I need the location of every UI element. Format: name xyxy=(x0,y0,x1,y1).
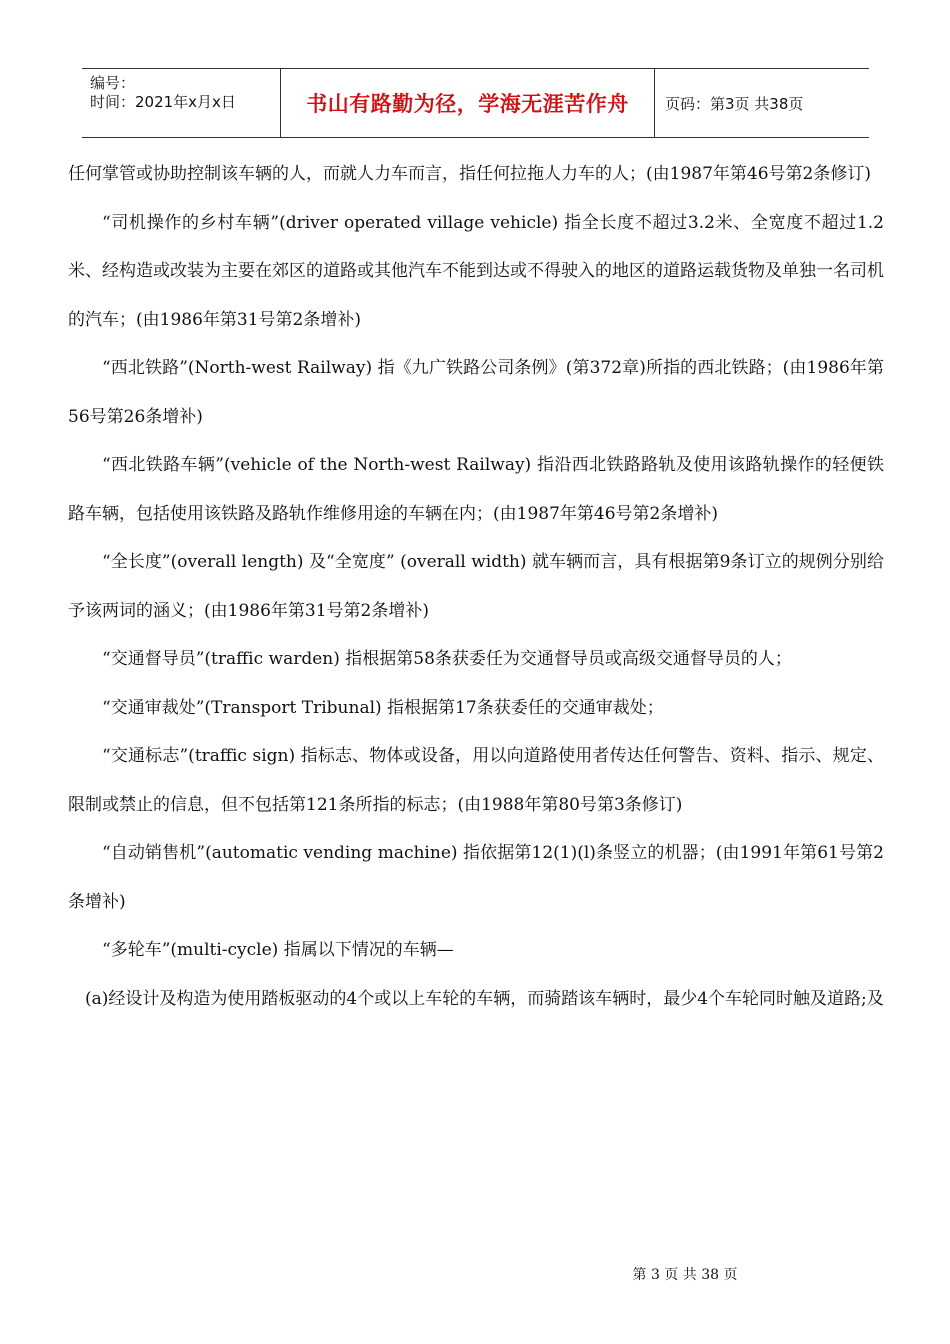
paragraph-9: “自动销售机”(automatic vending machine) 指依据第12(1)(l)条竖立的机器；(由1991年第61号第2条增补) xyxy=(68,843,884,912)
paragraph-4: “西北铁路车辆”(vehicle of the North-west Railway) 指沿西北铁路路轨及使用该路轨操作的轻便铁路车辆，包括使用该铁路及路轨作维修用途的车辆在内；(由1987年第46号第2条增补) xyxy=(68,455,884,524)
header-meta xyxy=(82,69,280,137)
paragraph-8: “交通标志”(traffic sign) 指标志、物体或设备，用以向道路使用者传达任何警告、资料、指示、规定、限制或禁止的信息，但不包括第121条所指的标志；(由1988年第80号第3条修订) xyxy=(68,746,884,815)
page-header xyxy=(82,68,869,138)
paragraph-1: 任何掌管或协助控制该车辆的人，而就人力车而言，指任何拉拖人力车的人；(由1987年第46号第2条修订) xyxy=(68,164,871,184)
paragraph-10: “多轮车”(multi-cycle) 指属以下情况的车辆— xyxy=(102,940,454,960)
paragraph-5: “全长度”(overall length) 及“全宽度” (overall width) 就车辆而言，具有根据第9条订立的规例分别给予该两词的涵义；(由1986年第31号第2条增补) xyxy=(68,552,884,621)
paragraph-7: “交通审裁处”(Transport Tribunal) 指根据第17条获委任的交通审裁处； xyxy=(102,697,664,718)
header-motto: 书山有路勤为径，学海无涯苦作舟 xyxy=(280,69,655,137)
paragraph-6: “交通督导员”(traffic warden) 指根据第58条获委任为交通督导员或高级交通督导员的人； xyxy=(102,649,792,669)
paragraph-11: (a)经设计及构造为使用踏板驱动的4个或以上车轮的车辆，而骑踏该车辆时，最少4个车轮同时触及道路;及 xyxy=(85,988,884,1009)
document-body xyxy=(68,150,884,1023)
header-page-number: 页码：第3页 共38页 xyxy=(665,94,804,113)
paragraph-2: “司机操作的乡村车辆”(driver operated village vehicle) 指全长度不超过3.2米、全宽度不超过1.2米、经构造或改装为主要在郊区的道路或其他汽车不能到达或不得驶入的地区的道路运载货物及单独一名司机的汽车；(由1986年第31号第2条增补) xyxy=(68,212,884,330)
document-date-label: 时间：2021年x月x日 xyxy=(90,93,236,111)
page-footer: 第 3 页 共 38 页 xyxy=(632,1267,738,1283)
paragraph-3: “西北铁路”(North-west Railway) 指《九广铁路公司条例》(第372章)所指的西北铁路；(由1986年第56号第26条增补) xyxy=(68,358,884,427)
document-number-label: 编号： xyxy=(90,74,136,92)
